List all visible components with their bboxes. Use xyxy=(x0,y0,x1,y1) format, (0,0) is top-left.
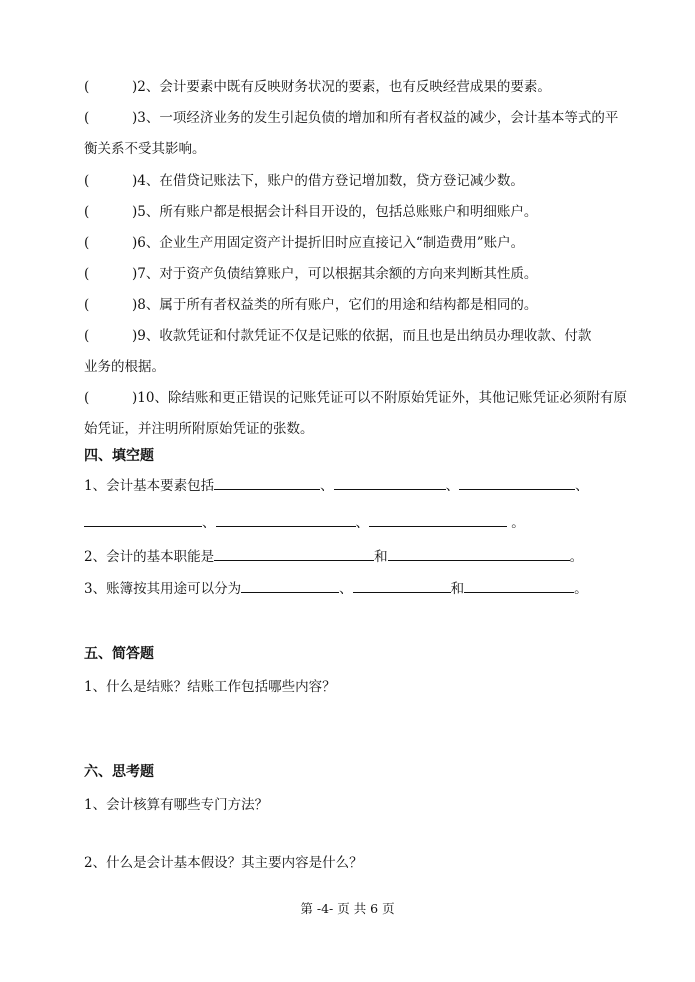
judgment-item-7 xyxy=(84,259,644,290)
item-text: )8、属于所有者权益类的所有账户，它们的用途和结构都是相同的。 xyxy=(132,297,538,313)
blank-field[interactable] xyxy=(464,577,574,593)
separator: 、 xyxy=(202,515,216,531)
separator: 、 xyxy=(355,515,369,531)
answer-paren[interactable]: ( xyxy=(84,266,90,282)
blank-field[interactable] xyxy=(459,474,575,490)
question-text: 1、会计基本要素包括 xyxy=(84,478,215,494)
judgment-item-4 xyxy=(84,166,644,197)
answer-paren[interactable]: ( xyxy=(84,297,90,313)
item-text-continued: 始凭证，并注明所附原始凭证的张数。 xyxy=(84,421,314,437)
section-heading-fill-blank: 四、填空题 xyxy=(84,448,154,464)
blank-field[interactable] xyxy=(214,545,374,561)
question-text: 3、账簿按其用途可以分为 xyxy=(84,581,242,597)
judgment-item-2 xyxy=(84,72,644,103)
fill-question-1-line-2 xyxy=(84,511,525,533)
separator: 、 xyxy=(575,478,589,494)
blank-field[interactable] xyxy=(241,577,339,593)
item-text-continued: 业务的根据。 xyxy=(84,359,165,375)
item-text: )10、除结账和更正错误的记账凭证可以不附原始凭证外，其他记账凭证必须附有原 xyxy=(132,390,627,406)
section-heading-reflection: 六、思考题 xyxy=(84,764,154,780)
item-text: )4、在借贷记账法下，账户的借方登记增加数，贷方登记减少数。 xyxy=(132,173,524,189)
judgment-item-5 xyxy=(84,197,644,228)
blank-field[interactable] xyxy=(369,511,507,527)
blank-field[interactable] xyxy=(388,545,570,561)
end-mark: 。 xyxy=(574,581,588,597)
judgment-item-3 xyxy=(84,103,644,165)
answer-paren[interactable]: ( xyxy=(84,110,90,126)
item-text: )6、企业生产用固定资产计提折旧时应直接记入“制造费用”账户。 xyxy=(132,235,525,251)
separator: 、 xyxy=(445,478,460,494)
fill-question-3 xyxy=(84,577,588,599)
blank-field[interactable] xyxy=(214,474,320,490)
short-answer-question-1: 1、什么是结账？结账工作包括哪些内容？ xyxy=(84,679,336,695)
fill-question-2 xyxy=(84,545,583,567)
judgment-item-10 xyxy=(84,383,644,445)
separator: 、 xyxy=(339,581,353,597)
separator: 、 xyxy=(320,478,334,494)
judgment-item-9 xyxy=(84,321,644,383)
fill-question-1-line-1 xyxy=(84,474,589,496)
item-text-continued: 衡关系不受其影响。 xyxy=(84,141,206,157)
section-heading-short-answer: 五、简答题 xyxy=(84,646,154,662)
answer-paren[interactable]: ( xyxy=(84,390,90,406)
item-text: )3、一项经济业务的发生引起负债的增加和所有者权益的减少，会计基本等式的平 xyxy=(132,110,619,126)
answer-paren[interactable]: ( xyxy=(84,79,90,95)
item-text: )2、会计要素中既有反映财务状况的要素，也有反映经营成果的要素。 xyxy=(132,79,551,95)
answer-paren[interactable]: ( xyxy=(84,204,90,220)
end-mark: 。 xyxy=(507,515,525,531)
question-text: 2、会计的基本职能是 xyxy=(84,549,215,565)
end-mark: 。 xyxy=(569,549,584,565)
blank-field[interactable] xyxy=(353,577,451,593)
page-footer: 第 -4- 页 共 6 页 xyxy=(300,901,395,916)
answer-paren[interactable]: ( xyxy=(84,328,90,344)
blank-field[interactable] xyxy=(216,511,356,527)
item-text: )7、对于资产负债结算账户，可以根据其余额的方向来判断其性质。 xyxy=(132,266,538,282)
item-text: )5、所有账户都是根据会计科目开设的，包括总账账户和明细账户。 xyxy=(132,204,538,220)
conjunction: 和 xyxy=(374,549,388,565)
answer-paren[interactable]: ( xyxy=(84,173,90,189)
judgment-item-8 xyxy=(84,290,644,321)
answer-paren[interactable]: ( xyxy=(84,235,90,251)
judgment-item-6 xyxy=(84,228,644,259)
conjunction: 和 xyxy=(450,581,465,597)
reflection-question-2: 2、什么是会计基本假设？其主要内容是什么？ xyxy=(84,855,363,871)
reflection-question-1: 1、会计核算有哪些专门方法？ xyxy=(84,797,269,813)
item-text: )9、收款凭证和付款凭证不仅是记账的依据，而且也是出纳员办理收款、付款 xyxy=(132,328,592,344)
blank-field[interactable] xyxy=(334,474,446,490)
blank-field[interactable] xyxy=(84,511,202,527)
